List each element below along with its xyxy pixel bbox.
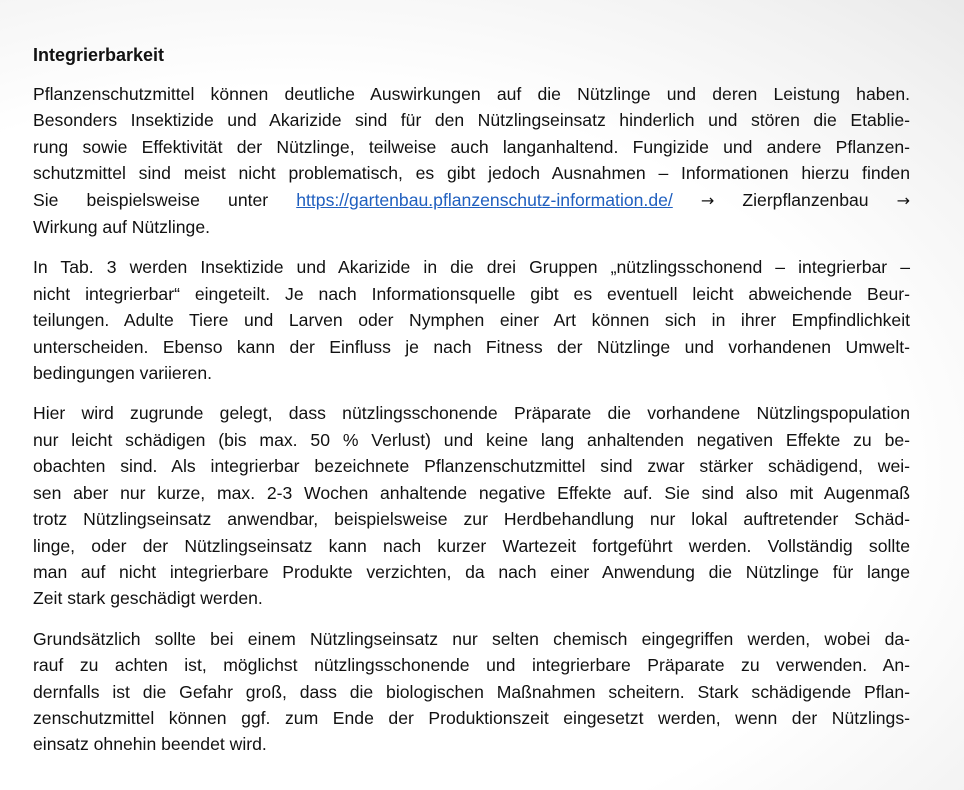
paragraph-2-line-2: nicht integrierbar“ eingeteilt. Je nach Informationsquelle gibt es eventuell leicht abweichende Beur- [33, 283, 910, 304]
paragraph-2-line-4: unterscheiden. Ebenso kann der Einfluss je nach Fitness der Nützlinge und vorhandenen Umwelt- [33, 336, 910, 357]
paragraph-1-line-2: Besonders Insektizide und Akarizide sind für den Nützlingseinsatz hinderlich und stören die Etablie- [33, 110, 910, 131]
paragraph-3-line-7: man auf nicht integrierbare Produkte verzichten, da nach einer Anwendung die Nützlinge für lange [33, 561, 910, 582]
right-arrow-icon: → [700, 190, 715, 210]
paragraph-4-line-1: Grundsätzlich sollte bei einem Nützlingseinsatz nur selten chemisch eingegriffen werden, wobei da- [33, 628, 910, 649]
zierpflanzenbau-text: Zierpflanzenbau [742, 189, 869, 210]
paragraph-1-line-1: Pflanzenschutzmittel können deutliche Auswirkungen auf die Nützlinge und deren Leistung haben. [33, 84, 910, 104]
paragraph-2-line-3: teilungen. Adulte Tiere und Larven oder Nymphen einer Art können sich in ihrer Empfindlichkeit [33, 310, 910, 331]
paragraph-3-line-6: linge, oder der Nützlingseinsatz kann nach kurzer Wartezeit fortgeführt werden. Vollständig sollte [33, 535, 910, 556]
paragraph-1-line-5 [33, 187, 910, 214]
paragraph-1-line-3: rung sowie Effektivität der Nützlinge, teilweise auch langanhaltend. Fungizide und andere Pflanzen- [33, 136, 910, 157]
paragraph-1-line-6: Wirkung auf Nützlinge. [33, 217, 210, 238]
line-5-prefix: Sie beispielsweise unter [33, 189, 269, 210]
paragraph-2 [33, 254, 910, 386]
right-arrow-icon: → [896, 190, 911, 210]
paragraph-3-line-4: sen aber nur kurze, max. 2-3 Wochen anhaltende negative Effekte auf. Sie sind also mit Augenmaß [33, 482, 910, 503]
paragraph-4-line-5: einsatz ohnehin beendet wird. [33, 734, 267, 755]
paragraph-2-line-1: In Tab. 3 werden Insektizide und Akarizide in die drei Gruppen „nützlingsschonend – integrierbar – [33, 257, 910, 278]
paragraph-3-line-5: trotz Nützlingseinsatz anwendbar, beispielsweise zur Herdbehandlung nur lokal auftretender Schäd- [33, 509, 910, 530]
paragraph-4-line-2: rauf zu achten ist, möglichst nützlingsschonende und integrierbare Präparate zu verwenden. An- [33, 655, 910, 676]
section-heading: Integrierbarkeit [33, 45, 165, 65]
paragraph-3-line-2: nur leicht schädigen (bis max. 50 % Verlust) und keine lang anhaltenden negativen Effekte zu be- [33, 429, 910, 450]
paragraph-4 [33, 626, 910, 758]
paragraph-3 [33, 400, 910, 611]
paragraph-3-line-3: obachten sind. Als integrierbar bezeichnete Pflanzenschutzmittel sind zwar stärker schädigend, wei- [33, 456, 910, 477]
paragraph-2-line-5: bedingungen variieren. [33, 363, 213, 384]
paragraph-4-line-4: zenschutzmittel können ggf. zum Ende der Produktionszeit eingesetzt werden, wenn der Nützlings- [33, 707, 910, 728]
paragraph-4-line-3: dernfalls ist die Gefahr groß, dass die biologischen Maßnahmen scheitern. Stark schädigende Pflan- [33, 681, 910, 702]
paragraph-1 [33, 81, 910, 240]
paragraph-3-line-8: Zeit stark geschädigt werden. [33, 588, 263, 609]
paragraph-1-line-4: schutzmittel sind meist nicht problematisch, es gibt jedoch Ausnahmen – Informationen hierzu finden [33, 163, 910, 184]
pflanzenschutz-information-link[interactable]: https://gartenbau.pflanzenschutz-information.de/ [296, 189, 673, 210]
paragraph-3-line-1: Hier wird zugrunde gelegt, dass nützlingsschonende Präparate die vorhandene Nützlingspopulation [33, 403, 910, 424]
